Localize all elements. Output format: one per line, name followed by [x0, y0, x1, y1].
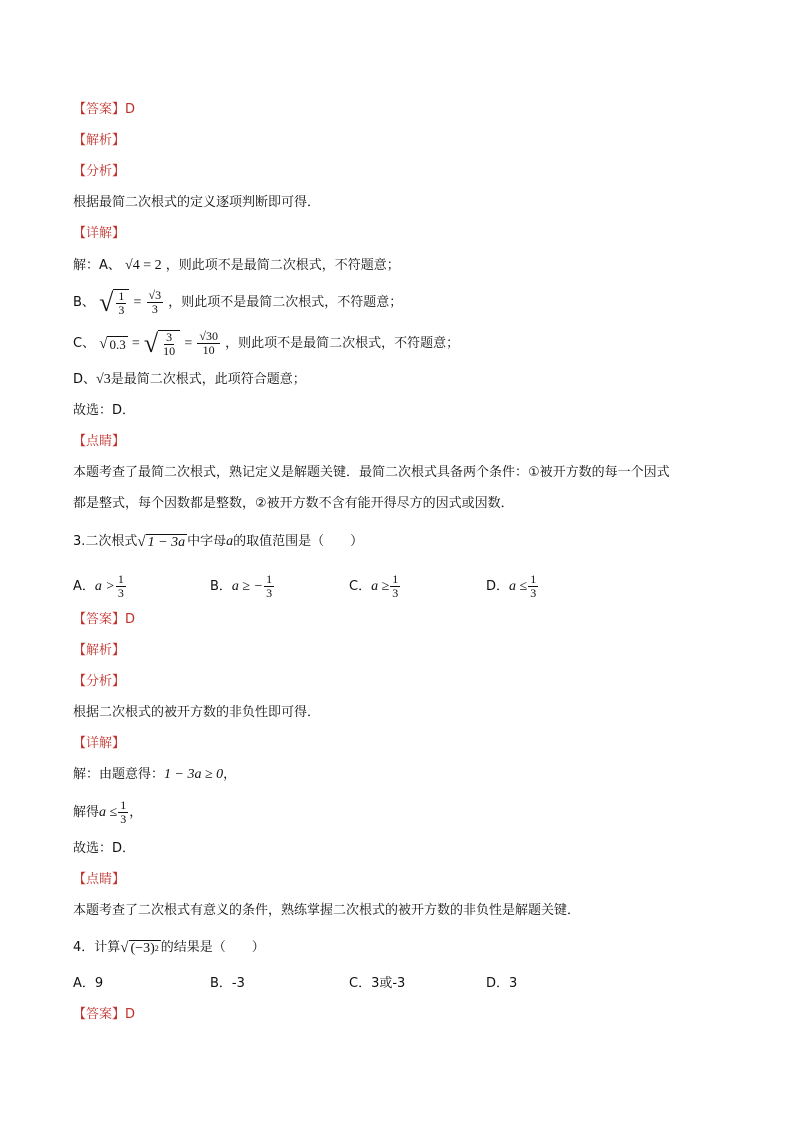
- line-d-text: 是最简二次根式，此项符合题意；: [110, 372, 306, 387]
- detail-line-d: [73, 370, 306, 390]
- root3-over-3: $\frac{√3}{3}$: [148, 288, 162, 316]
- q3-choice: 故选：D．: [73, 841, 136, 856]
- line-a-math: √4 = 2: [125, 258, 162, 273]
- q3-option-d: D．a ≤ $\frac{1}{3}$: [486, 572, 537, 600]
- q4-stem: 4．计算 √ (−3) 2 的结果是（ ）: [73, 939, 265, 956]
- sqrt-three-tenths: √ $\frac{3}{10}$: [144, 330, 180, 358]
- q3-stem: [73, 532, 363, 552]
- q3-answer-line: 【答案】D: [73, 612, 136, 627]
- q3-fenxi-label: 【分析】: [73, 674, 126, 689]
- q4-option-c: C．3或-3: [349, 976, 406, 991]
- answer-line: [73, 100, 135, 120]
- detail-label: 【详解】: [73, 226, 126, 241]
- q3-comment-label: 【点睛】: [73, 872, 126, 887]
- line-d-prefix: D、: [73, 372, 97, 387]
- line-c-text: ，则此项不是最简二次根式，不符题意；: [225, 336, 460, 351]
- detail-line-b: B、 √ $\frac{1}{3}$ = $\frac{√3}{3}$ ，则此项不是最简二次根式，不符题意；: [73, 287, 403, 317]
- q3-stem-mid: 中字母: [187, 534, 227, 549]
- q4-answer-value: D: [125, 1007, 136, 1022]
- answer-label: 【答案】: [73, 102, 126, 117]
- q4-option-d: D．3: [486, 976, 518, 991]
- fenxi-text: 根据最简二次根式的定义逐项判断即可得．: [73, 195, 321, 210]
- q3-fenxi-text: 根据二次根式的被开方数的非负性即可得．: [73, 705, 321, 720]
- line-c-prefix: C、: [73, 336, 96, 351]
- comment-label: 【点睛】: [73, 434, 126, 449]
- sqrt-one-third: √ $\frac{1}{3}$: [99, 289, 129, 317]
- q3-answer-value: D: [125, 612, 136, 627]
- analysis-label: 【解析】: [73, 133, 126, 148]
- q4-option-a: A．9: [73, 976, 104, 991]
- q3-stem-var: a: [226, 534, 234, 549]
- q3-analysis-label: 【解析】: [73, 643, 126, 658]
- line-d-math: √3: [96, 372, 111, 387]
- choice-line: 故选：D．: [73, 403, 136, 418]
- answer-value: D: [125, 102, 136, 117]
- q4-options: [73, 974, 573, 994]
- comment-line-2: 都是整式，每个因数都是整数，②被开方数不含有能开得尽方的因式或因数．: [73, 496, 514, 511]
- q3-option-b: B．a ≥ − $\frac{1}{3}$: [210, 572, 273, 600]
- q3-option-a: A．a > $\frac{1}{3}$: [73, 572, 124, 600]
- q3-detail-label: 【详解】: [73, 736, 126, 751]
- line-b-text: ，则此项不是最简二次根式，不符题意；: [168, 295, 403, 310]
- q4-answer-line: 【答案】D: [73, 1007, 136, 1022]
- q4-radical: √ (−3) 2: [120, 939, 159, 956]
- detail-line-c: C、 √ 0.3 = √ $\frac{3}{10}$ = $\frac{√30}{10}$ ，则此项不是最简二次根式，不符题意；: [73, 328, 460, 358]
- q4-option-b: B．-3: [210, 976, 245, 991]
- line-b-prefix: B、: [73, 295, 95, 310]
- q3-radical: √ 1 − 3a: [137, 533, 186, 550]
- q3-detail-line-2: 解得a ≤ $\frac{1}{3}$ ，: [73, 798, 143, 826]
- detail-line-a: [73, 256, 400, 276]
- q3-options: [73, 572, 573, 602]
- q3-option-c: C．a ≥ $\frac{1}{3}$: [349, 572, 399, 600]
- q3-stem-suffix: 的取值范围是（ ）: [233, 534, 364, 549]
- sqrt-point-three: √ 0.3: [99, 335, 126, 352]
- q3-comment-text: 本题考查了二次根式有意义的条件，熟练掌握二次根式的被开方数的非负性是解题关键．: [73, 903, 581, 918]
- comment-line-1: 本题考查了最简二次根式，熟记定义是解题关键．最简二次根式具备两个条件：①被开方数的每一个因式: [73, 465, 670, 480]
- fenxi-label: 【分析】: [73, 164, 126, 179]
- line-a-prefix: 解：A、: [73, 258, 121, 273]
- q3-detail-line-1: 解：由题意得：1 − 3a ≥ 0，: [73, 767, 237, 782]
- line-a-text: ，则此项不是最简二次根式，不符题意；: [165, 258, 400, 273]
- root30-over-10: $\frac{√30}{10}$: [199, 329, 218, 357]
- q3-stem-prefix: 3.二次根式: [73, 534, 138, 549]
